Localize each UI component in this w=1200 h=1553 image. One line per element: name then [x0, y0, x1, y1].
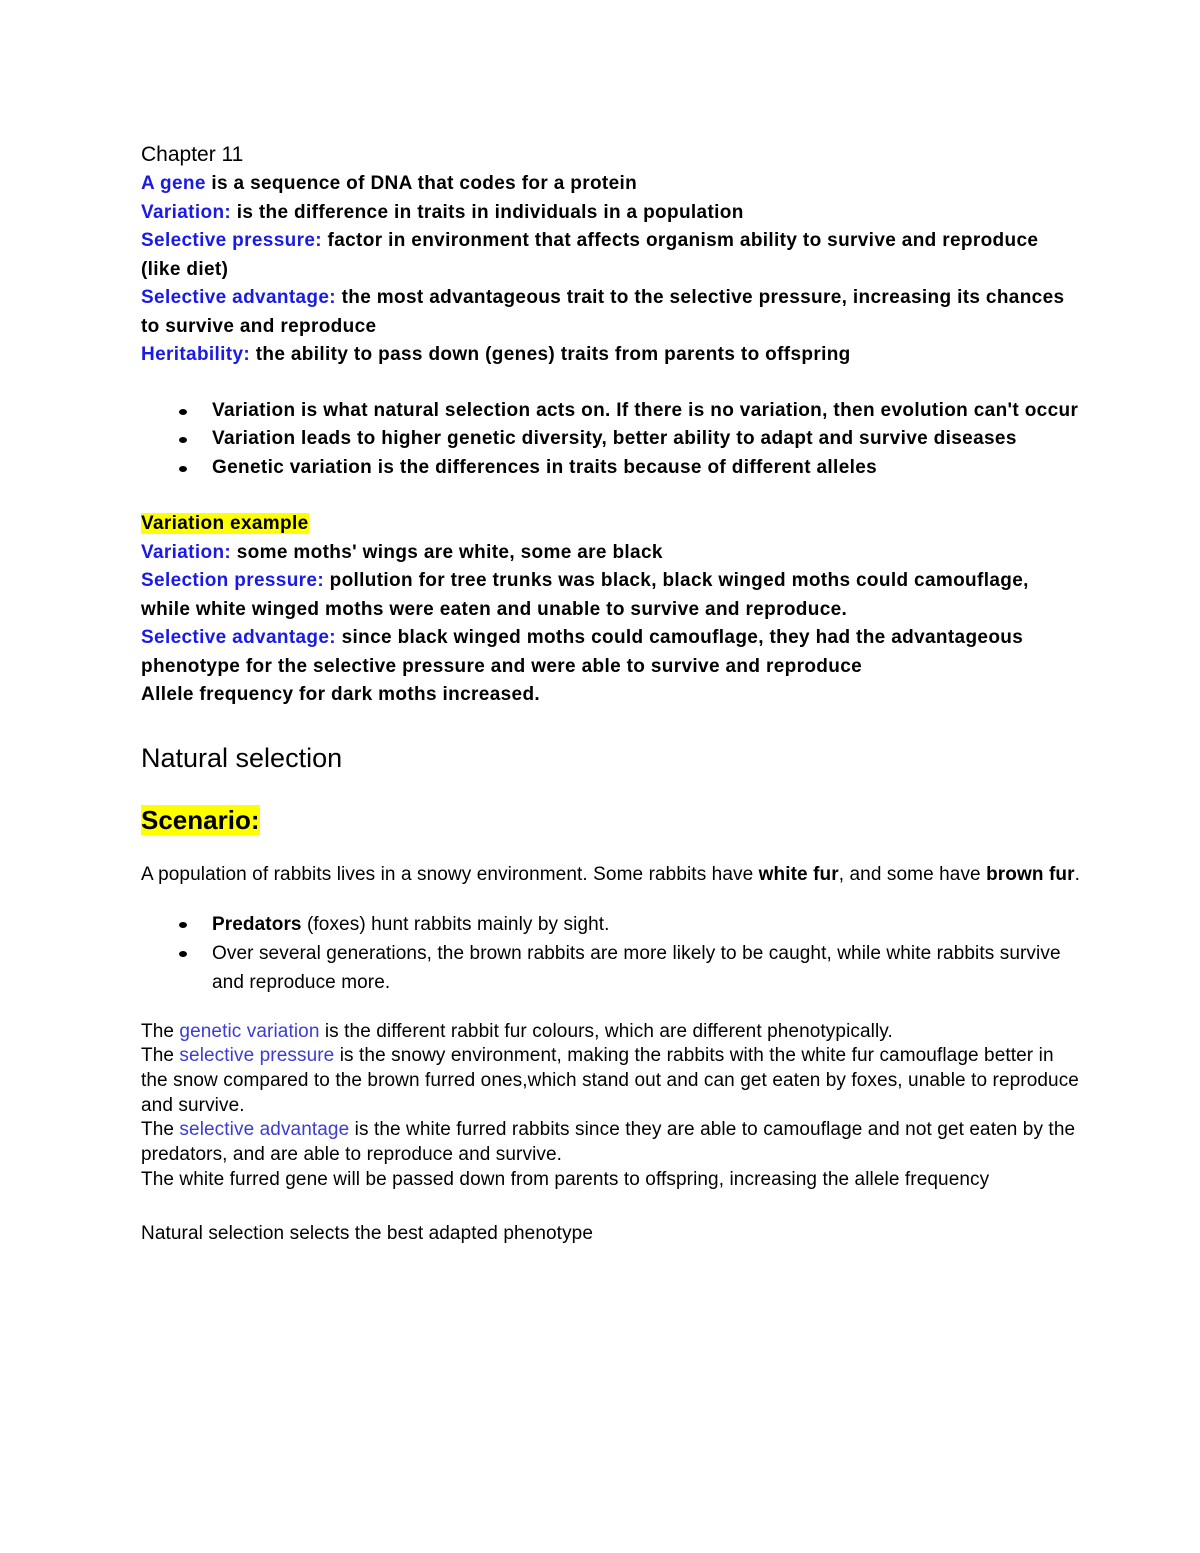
- definition-variation: [141, 199, 1081, 228]
- definition-term: Selective pressure:: [141, 230, 322, 251]
- explanation-term: selective pressure: [179, 1045, 335, 1067]
- bullet-dot-icon: [179, 951, 187, 957]
- example-text: some moths' wings are white, some are black: [231, 541, 663, 563]
- example-term: Selective advantage:: [141, 627, 336, 648]
- definition-term: A gene: [141, 173, 206, 194]
- explanation-genetic-variation: The genetic variation is the different rabbit fur colours, which are different phenotypically.: [141, 1020, 893, 1042]
- scenario-heading: Scenario:: [141, 804, 260, 835]
- list-item: Variation is what natural selection acts on. If there is no variation, then evolution can't occur: [141, 397, 1081, 426]
- example-text: since black winged moths could camouflage, they had the advantageous phenotype for the selective pressure and were able to survive and reproduce: [141, 627, 1024, 677]
- definition-selective-pressure: [141, 227, 1081, 284]
- variation-example-block: [141, 510, 1081, 710]
- definition-heritability: [141, 341, 1081, 370]
- list-item: Over several generations, the brown rabbits are more likely to be caught, while white rabbits survive and reproduce more.: [141, 939, 1081, 997]
- variation-example-heading: Variation example: [141, 513, 309, 534]
- example-selection-pressure: [141, 567, 1081, 624]
- definition-selective-advantage: [141, 284, 1081, 341]
- natural-selection-heading: Natural selection: [141, 742, 343, 773]
- example-term: Selection pressure:: [141, 570, 324, 591]
- definition-text: the ability to pass down (genes) traits from parents to offspring: [250, 344, 851, 365]
- list-item: Predators (foxes) hunt rabbits mainly by sight.: [141, 910, 1081, 939]
- definition-text: is the difference in traits in individuals in a population: [231, 201, 744, 223]
- bullet-dot-icon: [179, 409, 187, 415]
- explanation-selective-pressure: The selective pressure is the snowy environment, making the rabbits with the white fur camouflage better in the snow compared to the brown furred ones,which stand out and can get eaten by foxes, unable to reproduce and survive.: [141, 1045, 1079, 1116]
- closing-statement: Natural selection selects the best adapted phenotype: [141, 1223, 593, 1245]
- explanations-block: [141, 1020, 1081, 1193]
- explanation-term: genetic variation: [179, 1020, 320, 1042]
- example-term: Variation:: [141, 541, 232, 563]
- definition-text: is a sequence of DNA that codes for a protein: [205, 173, 638, 194]
- definition-term: Heritability:: [141, 344, 251, 365]
- white-fur-emphasis: white fur: [758, 863, 839, 885]
- document-page: [141, 140, 1081, 1249]
- explanation-selective-advantage: The selective advantage is the white furred rabbits since they are able to camouflage and not get eaten by the predators, and are able to reproduce and survive.: [141, 1119, 1076, 1166]
- explanation-term: selective advantage: [179, 1119, 350, 1141]
- list-item: Variation leads to higher genetic diversity, better ability to adapt and survive diseases: [141, 425, 1081, 454]
- definition-gene: [141, 170, 1081, 199]
- example-selective-advantage: [141, 624, 1081, 681]
- bullet-dot-icon: [179, 922, 187, 928]
- variation-bullet-list: [141, 397, 1081, 483]
- list-item: Genetic variation is the differences in traits because of different alleles: [141, 454, 1081, 483]
- explanation-allele-frequency: The white furred gene will be passed down from parents to offspring, increasing the allele frequency: [141, 1168, 990, 1190]
- definitions-block: [141, 170, 1081, 370]
- example-conclusion: Allele frequency for dark moths increased.: [141, 684, 541, 705]
- definition-text: the most advantageous trait to the selective pressure, increasing its chances to survive and reproduce: [141, 287, 1065, 337]
- bullet-dot-icon: [179, 437, 187, 443]
- bullet-dot-icon: [179, 466, 187, 472]
- chapter-title: Chapter 11: [141, 143, 244, 166]
- example-text: pollution for tree trunks was black, black winged moths could camouflage, while white winged moths were eaten and unable to survive and reproduce.: [141, 570, 1029, 620]
- scenario-intro: A population of rabbits lives in a snowy environment. Some rabbits have white fur, and some have brown fur.: [141, 863, 1080, 885]
- brown-fur-emphasis: brown fur: [986, 863, 1075, 885]
- example-variation: [141, 539, 1081, 568]
- definition-term: Variation:: [141, 201, 232, 223]
- definition-text: factor in environment that affects organism ability to survive and reproduce (like diet): [141, 230, 1039, 280]
- scenario-bullet-list: [141, 910, 1081, 997]
- definition-term: Selective advantage:: [141, 287, 336, 308]
